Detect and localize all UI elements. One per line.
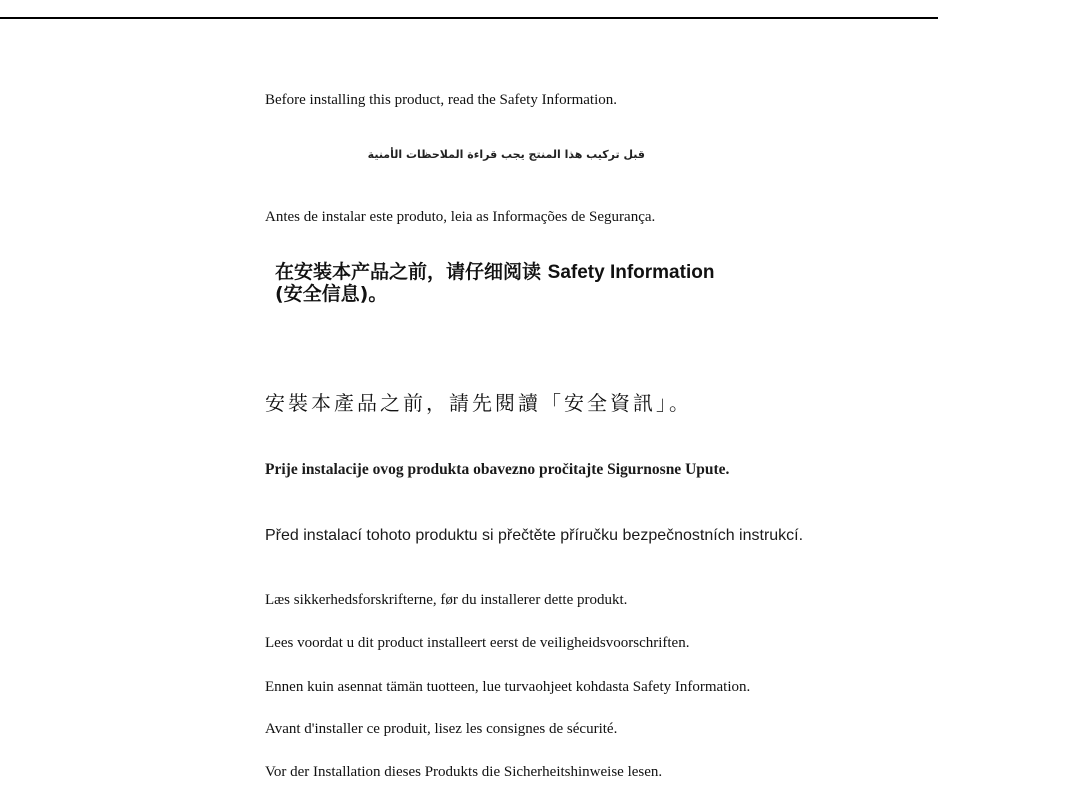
notice-chinese-simplified [275,262,835,306]
notice-finnish: Ennen kuin asennat tämän tuotteen, lue turvaohjeet kohdasta Safety Information. [265,679,751,695]
notice-chinese-traditional: 安裝本產品之前，請先閱讀「安全資訊」。 [265,391,692,415]
notice-arabic: قبل تركيب هذا المنتج يجب قراءة الملاحظات الأمنية [367,148,645,161]
notice-dutch: Lees voordat u dit product installeert eerst de veiligheidsvoorschriften. [265,635,690,651]
notice-croatian: Prije instalacije ovog produkta obavezno pročitajte Sigurnosne Upute. [265,461,730,478]
notice-portuguese: Antes de instalar este produto, leia as Informações de Segurança. [265,209,656,225]
notice-german: Vor der Installation dieses Produkts die Sicherheitshinweise lesen. [265,764,663,780]
notice-french: Avant d'installer ce produit, lisez les consignes de sécurité. [265,721,618,737]
notice-chinese-simplified-english: Safety Information [547,262,715,283]
top-divider [0,17,938,19]
notice-czech: Před instalací tohoto produktu si přečtěte příručku bezpečnostních instrukcí. [265,527,804,544]
notice-chinese-simplified-line2: (安全信息)。 [275,282,388,305]
notice-english: Before installing this product, read the Safety Information. [265,92,617,108]
notice-danish: Læs sikkerhedsforskrifterne, før du installerer dette produkt. [265,592,628,608]
notice-chinese-simplified-text: 在安装本产品之前，请仔细阅读 [275,261,542,283]
